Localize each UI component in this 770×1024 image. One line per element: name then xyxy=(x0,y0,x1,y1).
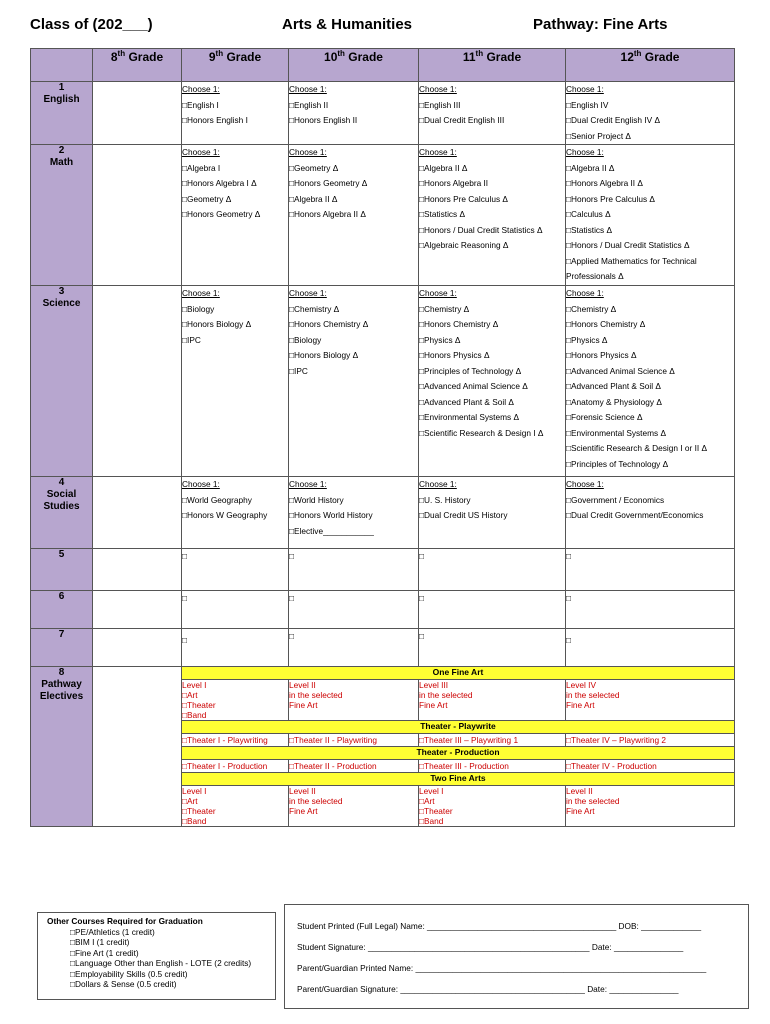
course-option[interactable]: □Environmental Systems Δ xyxy=(566,427,667,438)
parent-name-field[interactable]: Parent/Guardian Printed Name: _______________________________________________________________ xyxy=(297,963,707,973)
english-g9-cell: Choose 1: □English I □Honors English I xyxy=(182,82,289,145)
grade-10-header: 10th Grade xyxy=(289,49,419,82)
social-g8-cell[interactable] xyxy=(93,477,182,549)
course-option[interactable]: □Honors Physics Δ xyxy=(419,350,490,360)
course-option[interactable]: □Advanced Plant & Soil Δ xyxy=(419,396,514,407)
course-option[interactable]: □Chemistry Δ xyxy=(566,303,617,314)
course-option[interactable]: □Honors English II xyxy=(289,115,358,125)
course-option[interactable]: □Theater xyxy=(182,700,216,710)
row5-g10-checkbox[interactable]: □ xyxy=(289,549,419,591)
course-option[interactable]: □Honors Algebra I Δ xyxy=(182,178,257,188)
graduation-course-option[interactable]: □Language Other than English - LOTE (2 credits) xyxy=(70,958,252,968)
english-g10-cell: Choose 1: □English II □Honors English II xyxy=(289,82,419,145)
course-option[interactable]: □Elective___________ xyxy=(289,525,374,536)
course-option[interactable]: □Physics Δ xyxy=(566,334,608,345)
course-option[interactable]: □Art xyxy=(419,796,435,806)
graduation-course-option[interactable]: □Fine Art (1 credit) xyxy=(70,947,139,958)
row6-g11-checkbox[interactable]: □ xyxy=(419,591,566,629)
production-g9-option[interactable]: □Theater I - Production xyxy=(182,760,289,773)
course-option[interactable]: □English III xyxy=(419,99,461,110)
row5-g8-cell[interactable] xyxy=(93,549,182,591)
course-option[interactable]: □Band xyxy=(182,710,207,720)
theater-playwrite-band: Theater - Playwrite xyxy=(182,721,735,734)
course-option[interactable]: □Band xyxy=(182,816,207,826)
course-option[interactable]: □Environmental Systems Δ xyxy=(419,412,520,422)
math-row-header: 2 Math xyxy=(31,145,93,286)
two-fine-arts-g10: Level II in the selected Fine Art xyxy=(289,786,419,827)
course-option[interactable]: □IPC xyxy=(289,365,308,376)
english-row xyxy=(31,82,735,145)
english-row-header: 1 English xyxy=(31,82,93,145)
math-row xyxy=(31,145,735,286)
two-fine-arts-band: Two Fine Arts xyxy=(182,773,735,786)
course-option[interactable]: □World Geography xyxy=(182,494,252,505)
row7-g9-checkbox[interactable]: □ xyxy=(182,629,289,667)
course-option[interactable]: □Geometry Δ xyxy=(182,193,232,204)
production-g11-option[interactable]: □Theater III - Production xyxy=(419,760,566,773)
row5-g11-checkbox[interactable]: □ xyxy=(419,549,566,591)
course-option-continued: Professionals Δ xyxy=(566,271,624,281)
graduation-course-option[interactable]: □Dollars & Sense (0.5 credit) xyxy=(70,979,177,989)
class-of-title: Class of (202___) xyxy=(30,16,153,33)
course-option[interactable]: □Algebra I xyxy=(182,162,221,173)
student-signature-field[interactable]: Student Signature: ________________________________________________ Date: _______________ xyxy=(297,942,684,952)
course-option[interactable]: □Physics Δ xyxy=(419,334,461,345)
course-plan-table xyxy=(30,48,735,827)
parent-signature-field[interactable]: Parent/Guardian Signature: ________________________________________ Date: _______________ xyxy=(297,984,679,994)
grade-header-row xyxy=(31,49,735,82)
course-option[interactable]: □Algebra II Δ xyxy=(566,162,615,173)
social-studies-row-header: 4 Social Studies xyxy=(31,477,93,549)
row-6-header: 6 xyxy=(31,591,93,629)
course-option[interactable]: □Statistics Δ xyxy=(419,209,466,219)
row7-g10-checkbox[interactable]: □ xyxy=(289,629,419,667)
course-option[interactable]: □Principles of Technology Δ xyxy=(419,365,522,376)
row6-g8-cell[interactable] xyxy=(93,591,182,629)
one-fine-art-g9: Level I □Art □Theater □Band xyxy=(182,680,289,721)
row7-g8-cell[interactable] xyxy=(93,629,182,667)
course-option[interactable]: □Theater xyxy=(182,806,216,816)
row6-g9-checkbox[interactable]: □ xyxy=(182,591,289,629)
course-option[interactable]: □Honors World History xyxy=(289,510,373,520)
course-option[interactable]: □Dual Credit Government/Economics xyxy=(566,510,704,520)
one-fine-art-band: One Fine Art xyxy=(182,667,735,680)
english-g11-cell: Choose 1: □English III □Dual Credit English III xyxy=(419,82,566,145)
theater-production-band: Theater - Production xyxy=(182,747,735,760)
course-option[interactable]: □Honors Pre Calculus Δ xyxy=(419,193,508,204)
row7-g12-checkbox[interactable]: □ xyxy=(566,629,735,667)
course-option[interactable]: □Honors Biology Δ xyxy=(182,319,252,329)
course-option[interactable]: □Art xyxy=(182,796,198,806)
course-option[interactable]: □Honors / Dual Credit Statistics Δ xyxy=(566,240,690,250)
course-option[interactable]: □Honors English I xyxy=(182,115,248,125)
grade-9-header: 9th Grade xyxy=(182,49,289,82)
course-option[interactable]: □Principles of Technology Δ xyxy=(566,458,669,469)
row-5-header: 5 xyxy=(31,549,93,591)
row7-g11-checkbox[interactable]: □ xyxy=(419,629,566,667)
course-option[interactable]: □Honors Biology Δ xyxy=(289,350,359,360)
pathway-title: Pathway: Fine Arts xyxy=(533,16,668,33)
cluster-title: Arts & Humanities xyxy=(282,16,413,33)
row-7-header: 7 xyxy=(31,629,93,667)
social-g10-cell: Choose 1: □World History □Honors World History □Elective___________ xyxy=(289,477,419,549)
course-option[interactable]: □Chemistry Δ xyxy=(419,303,470,314)
course-option[interactable]: □Honors W Geography xyxy=(182,510,268,520)
course-option[interactable]: □Biology xyxy=(182,303,215,314)
one-fine-art-g10: Level II in the selected Fine Art xyxy=(289,680,419,721)
science-row xyxy=(31,286,735,477)
social-g12-cell: Choose 1: □Government / Economics □Dual Credit Government/Economics xyxy=(566,477,735,549)
english-g12-cell: Choose 1: □English IV □Dual Credit English IV Δ □Senior Project Δ xyxy=(566,82,735,145)
course-option[interactable]: □English IV xyxy=(566,99,609,110)
math-g12-cell: Choose 1: □Algebra II Δ □Honors Algebra II Δ □Honors Pre Calculus Δ □Calculus Δ □Statistics Δ □Honors / Dual Credit Statistics Δ □Applied Mathematics for Technical Professionals Δ xyxy=(566,145,735,286)
course-option[interactable]: □U. S. History xyxy=(419,494,471,505)
row6-g12-checkbox[interactable]: □ xyxy=(566,591,735,629)
one-fine-art-g12: Level IV in the selected Fine Art xyxy=(566,680,735,721)
playwrite-g9-option[interactable]: □Theater I - Playwriting xyxy=(182,734,289,747)
other-courses-title: Other Courses Required for Graduation xyxy=(47,916,203,926)
course-option[interactable]: □Honors Geometry Δ xyxy=(289,178,368,188)
two-fine-arts-g12: Level II in the selected Fine Art xyxy=(566,786,735,827)
graduation-course-option[interactable]: □Employability Skills (0.5 credit) xyxy=(70,968,188,979)
one-fine-art-band-row xyxy=(31,667,735,680)
english-g8-cell[interactable] xyxy=(93,82,182,145)
playwrite-g11-option[interactable]: □Theater III – Playwriting 1 xyxy=(419,734,566,747)
electives-row-header: 8 Pathway Electives xyxy=(31,667,93,827)
course-option[interactable]: □IPC xyxy=(182,334,201,345)
course-option[interactable]: □Band xyxy=(419,816,444,826)
row-5 xyxy=(31,549,735,591)
course-option[interactable]: □Government / Economics xyxy=(566,494,665,505)
science-g8-cell[interactable] xyxy=(93,286,182,477)
playwrite-g12-option[interactable]: □Theater IV – Playwriting 2 xyxy=(566,734,735,747)
row5-g12-checkbox[interactable]: □ xyxy=(566,549,735,591)
course-option[interactable]: □Honors Pre Calculus Δ xyxy=(566,193,655,204)
two-fine-arts-g9: Level I □Art □Theater □Band xyxy=(182,786,289,827)
course-option[interactable]: □Forensic Science Δ xyxy=(566,412,643,422)
science-g12-cell: Choose 1: □Chemistry Δ □Honors Chemistry Δ □Physics Δ □Honors Physics Δ □Advanced Animal Science Δ □Advanced Plant & Soil Δ □Anatomy & Physiology Δ □Forensic Science Δ □Environmental Systems Δ □Scientific Research & Design I or II Δ □Principles of Technology Δ xyxy=(566,286,735,477)
course-option[interactable]: □Algebraic Reasoning Δ xyxy=(419,240,509,250)
science-g11-cell: Choose 1: □Chemistry Δ □Honors Chemistry Δ □Physics Δ □Honors Physics Δ □Principles of Technology Δ □Advanced Animal Science Δ □Advanced Plant & Soil Δ □Environmental Systems Δ □Scientific Research & Design I Δ xyxy=(419,286,566,477)
graduation-course-option[interactable]: □PE/Athletics (1 credit) xyxy=(70,926,155,937)
other-courses-box xyxy=(37,912,276,1000)
course-option[interactable]: □Honors Chemistry Δ xyxy=(419,319,499,329)
course-option[interactable]: □Biology xyxy=(289,334,322,345)
student-name-field[interactable]: Student Printed (Full Legal) Name: _________________________________________ DOB: _____________ xyxy=(297,921,702,931)
grade-8-header: 8th Grade xyxy=(93,49,182,82)
math-g11-cell: Choose 1: □Algebra II Δ □Honors Algebra II □Honors Pre Calculus Δ □Statistics Δ □Honors / Dual Credit Statistics Δ □Algebraic Reasoning Δ xyxy=(419,145,566,286)
one-fine-art-g11: Level III in the selected Fine Art xyxy=(419,680,566,721)
course-option[interactable]: □English II xyxy=(289,99,329,110)
science-g10-cell: Choose 1: □Chemistry Δ □Honors Chemistry Δ □Biology □Honors Biology Δ □IPC xyxy=(289,286,419,477)
social-g11-cell: Choose 1: □U. S. History □Dual Credit US History xyxy=(419,477,566,549)
row-7 xyxy=(31,629,735,667)
course-option[interactable]: □English I xyxy=(182,99,219,110)
course-option[interactable]: □Calculus Δ xyxy=(566,209,611,219)
social-g9-cell: Choose 1: □World Geography □Honors W Geography xyxy=(182,477,289,549)
course-option[interactable]: □Advanced Animal Science Δ xyxy=(419,381,528,391)
course-option[interactable]: □Scientific Research & Design I Δ xyxy=(419,427,544,438)
course-option[interactable]: □Honors Chemistry Δ xyxy=(289,319,369,329)
course-option[interactable]: □Honors Algebra II Δ xyxy=(566,178,643,188)
course-option[interactable]: □Geometry Δ xyxy=(289,162,339,173)
graduation-course-option[interactable]: □BIM I (1 credit) xyxy=(70,937,130,947)
course-option[interactable]: □Anatomy & Physiology Δ xyxy=(566,396,662,407)
signature-box xyxy=(284,904,749,1009)
math-g8-cell[interactable] xyxy=(93,145,182,286)
course-option[interactable]: □Theater xyxy=(419,806,453,816)
two-fine-arts-g11: Level I □Art □Theater □Band xyxy=(419,786,566,827)
social-studies-row xyxy=(31,477,735,549)
course-option[interactable]: □Honors Algebra II Δ xyxy=(289,209,366,219)
course-option[interactable]: □Applied Mathematics for Technical xyxy=(566,255,697,266)
electives-g8-cell[interactable] xyxy=(93,667,182,827)
course-option[interactable]: □Honors Chemistry Δ xyxy=(566,319,646,329)
course-option[interactable]: □Dual Credit English IV Δ xyxy=(566,115,661,125)
math-g10-cell: Choose 1: □Geometry Δ □Honors Geometry Δ □Algebra II Δ □Honors Algebra II Δ xyxy=(289,145,419,286)
row6-g10-checkbox[interactable]: □ xyxy=(289,591,419,629)
grade-11-header: 11th Grade xyxy=(419,49,566,82)
course-option[interactable]: □Dual Credit English III xyxy=(419,115,505,125)
math-g9-cell: Choose 1: □Algebra I □Honors Algebra I Δ □Geometry Δ □Honors Geometry Δ xyxy=(182,145,289,286)
course-option[interactable]: □Chemistry Δ xyxy=(289,303,340,314)
science-row-header: 3 Science xyxy=(31,286,93,477)
course-option[interactable]: □Algebra II Δ xyxy=(419,162,468,173)
playwrite-g10-option[interactable]: □Theater II - Playwriting xyxy=(289,734,419,747)
course-option[interactable]: □Advanced Plant & Soil Δ xyxy=(566,381,661,391)
production-g10-option[interactable]: □Theater II - Production xyxy=(289,760,419,773)
course-option[interactable]: □Algebra II Δ xyxy=(289,193,338,204)
course-option[interactable]: □Dual Credit US History xyxy=(419,510,508,520)
grade-12-header: 12th Grade xyxy=(566,49,735,82)
course-option[interactable]: □Honors Physics Δ xyxy=(566,350,637,360)
course-option[interactable]: □Honors Algebra II xyxy=(419,178,489,188)
production-g12-option[interactable]: □Theater IV - Production xyxy=(566,760,735,773)
science-g9-cell: Choose 1: □Biology □Honors Biology Δ □IPC xyxy=(182,286,289,477)
course-option[interactable]: □Senior Project Δ xyxy=(566,130,631,141)
course-option[interactable]: □Advanced Animal Science Δ xyxy=(566,365,675,376)
course-option[interactable]: □Statistics Δ xyxy=(566,224,613,235)
course-option[interactable]: □Honors / Dual Credit Statistics Δ xyxy=(419,224,543,235)
row-6 xyxy=(31,591,735,629)
course-option[interactable]: □World History xyxy=(289,494,344,505)
course-option[interactable]: □Scientific Research & Design I or II Δ xyxy=(566,443,708,453)
row5-g9-checkbox[interactable]: □ xyxy=(182,549,289,591)
corner-cell xyxy=(31,49,93,82)
course-option[interactable]: □Honors Geometry Δ xyxy=(182,209,261,219)
course-option[interactable]: □Art xyxy=(182,690,198,700)
